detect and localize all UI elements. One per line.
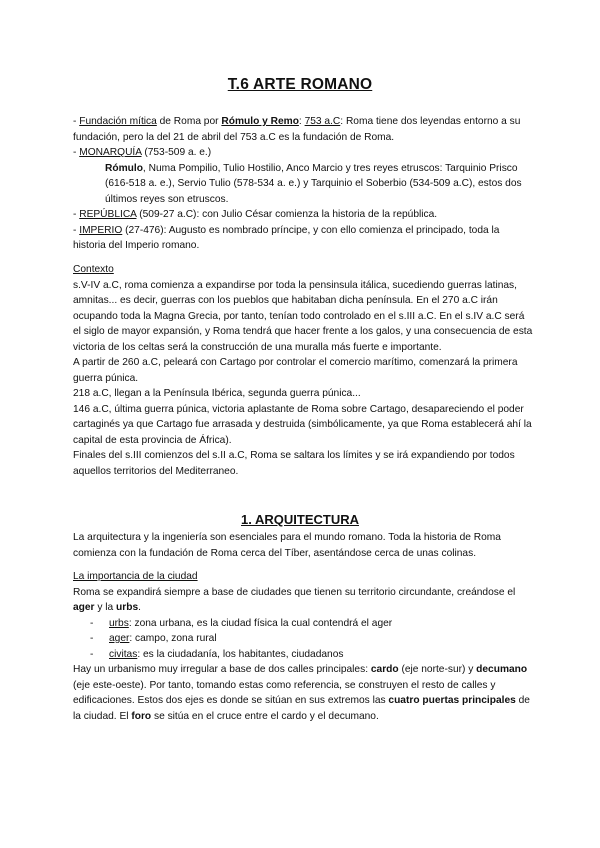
text: : (298, 116, 305, 127)
contexto-paragraph-1: s.V-IV a.C, roma comienza a expandirse por toda la pensinsula itálica, sucediendo guerras latinas, amnitas... es decir, guerras con los pueblos que habitaban dicha península. En el 270 a.C irán ocupando toda la Magna Grecia, por tanto, tenían todo controlado en el s.III a.C. En el s.IV a.C será el siglo de mayor expansión, y Roma tendrá que hacer frente a los galos, y una consecuencia de esta victoria de los celtas será la construcción de una muralla más fuerte e importante. (73, 279, 533, 353)
term: urbs (109, 617, 129, 629)
list-item (73, 631, 533, 647)
terms-list (73, 616, 533, 663)
text: y la (94, 602, 117, 613)
intro-section (73, 114, 533, 254)
text: de la ciudad. El (73, 695, 530, 722)
fundacion-paragraph (73, 114, 533, 145)
text: (27-476): Augusto es nombrado príncipe, y con ello comienza el principado, toda la historia del Imperio romano. (73, 224, 500, 251)
arquitectura-heading: 1. ARQUITECTURA (241, 512, 359, 527)
urbanismo-paragraph (73, 662, 533, 724)
urbs-term: urbs (116, 602, 139, 613)
republica-paragraph (73, 207, 533, 223)
text: : Roma tiene dos leyendas entorno a su fundación, pero la del 21 de abril del 753 a.C es la fundación de Roma. (73, 116, 521, 143)
contexto-paragraph-5: Finales del s.III comienzos del s.II a.C, Roma se saltara los límites y se irá expandiendo por todos aquellos territorios del Mediterraneo. (73, 450, 515, 477)
cardo-term: cardo (370, 664, 399, 675)
ager-term: ager (73, 602, 95, 613)
term-desc: : campo, zona rural (129, 633, 217, 644)
imperio-paragraph (73, 223, 533, 254)
text: (509-27 a.C): con Julio César comienza la historia de la república. (136, 209, 438, 220)
imperio-label: IMPERIO (79, 224, 123, 236)
text: . (138, 602, 141, 613)
republica-label: REPÚBLICA (79, 209, 137, 220)
monarquia-paragraph (73, 145, 533, 161)
contexto-paragraph-3: 218 a.C, llegan a la Península Ibérica, segunda guerra púnica... (73, 388, 361, 399)
contexto-paragraph-4: 146 a.C, última guerra púnica, victoria aplastante de Roma sobre Cartago, desapareciendo el poder cartaginés ya que Cartago fue arrasada y destruida (simbólicamente, ya que Roma establecerá ahí la capital de esta provincia de África). (73, 403, 532, 446)
list-item (73, 647, 533, 663)
term-desc: : es la ciudadanía, los habitantes, ciudadanos (137, 648, 344, 660)
text: (eje norte-sur) y (398, 664, 477, 675)
romulo-remo: Rómulo y Remo (221, 116, 299, 127)
term: civitas (109, 648, 138, 660)
foro-term: foro (131, 710, 152, 722)
text: , Numa Pompilio, Tulio Hostilio, Anco Marcio y tres reyes etruscos: Tarquinio Prisco (616-518 a. e.), Servio Tulio (578-534 a. e.) y Tarquinio el Soberbio (534-509 a.C), estos dos últimos reyes son etruscos. (105, 162, 522, 205)
kings-paragraph (73, 161, 533, 208)
term-desc: : zona urbana, es la ciudad física la cual contendrá el ager (128, 617, 393, 629)
decumano-term: decumano (476, 664, 528, 675)
text: (eje este-oeste). Por tanto, tomando estas como referencia, se construyen el resto de calles y edificaciones. Estos dos ejes es donde se sitúan en sus extremos las (73, 679, 496, 706)
contexto-section (73, 262, 533, 479)
dash: - (73, 224, 80, 236)
dash: - (73, 209, 80, 220)
romulo: Rómulo (105, 162, 143, 174)
puertas-term: cuatro puertas principales (388, 695, 516, 706)
contexto-paragraph-2: A partir de 260 a.C, peleará con Cartago por controlar el comercio marítimo, comenzará la primera guerra púnica. (73, 357, 518, 384)
list-item (73, 616, 533, 632)
arquitectura-section (73, 530, 533, 724)
text: (753-509 a. e.) (141, 147, 212, 158)
contexto-heading: Contexto (73, 264, 114, 275)
text: Roma se expandirá siempre a base de ciudades que tienen su territorio circundante, creándose el (73, 586, 516, 598)
arquitectura-paragraph: La arquitectura y la ingeniería son esenciales para el mundo romano. Toda la historia de Roma comienza con la fundación de Roma cerca del Tíber, asentándose cerca de unas colinas. (73, 532, 501, 559)
text: Hay un urbanismo muy irregular a base de dos calles principales: (73, 664, 371, 675)
text: se sitúa en el cruce entre el cardo y el decumano. (151, 710, 379, 722)
dash: - (73, 147, 80, 158)
ciudad-heading: La importancia de la ciudad (73, 571, 198, 582)
monarquia-label: MONARQUÍA (79, 147, 142, 158)
fundacion-label: Fundación mítica (79, 116, 157, 127)
term: ager (109, 633, 130, 644)
fundacion-date: 753 a.C (304, 116, 341, 127)
text: de Roma por (156, 116, 222, 127)
dash: - (73, 116, 80, 127)
ciudad-paragraph (73, 585, 533, 616)
document-title: T.6 ARTE ROMANO (227, 76, 373, 93)
